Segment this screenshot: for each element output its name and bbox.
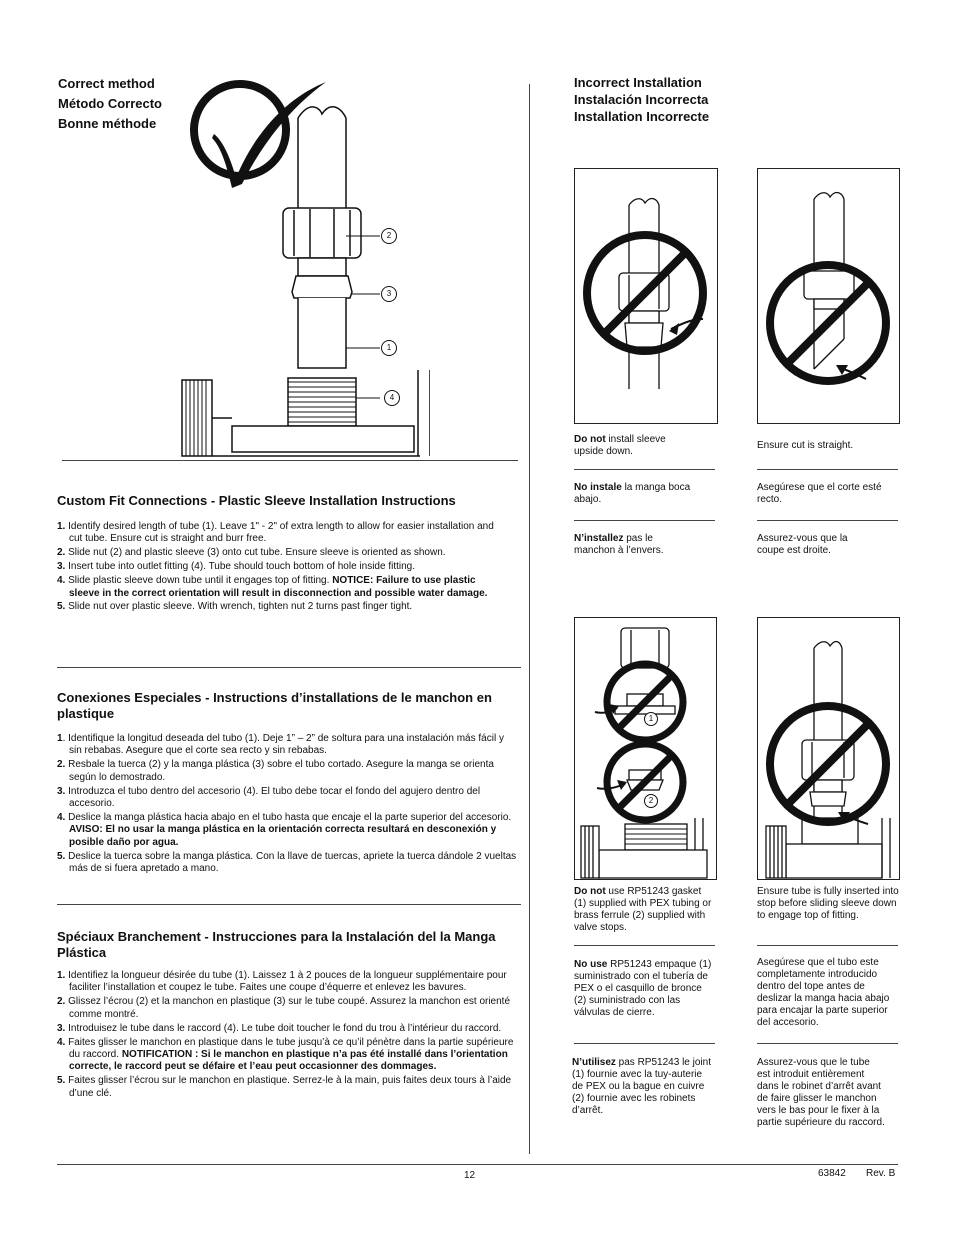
step-en-3 [57,561,497,573]
divider [757,469,898,470]
caption-bold: Do not [574,886,606,897]
caption-p4-es: Asegúrese que el tubo este completamente introducido dentro del tope antes de deslizar la manga hacia abajo para encajar la parte superior del accesorio. [757,957,890,1028]
divider [757,1043,898,1044]
step-text: Introduzca el tubo dentro del accesorio (4). El tubo debe tocar el fondo del agujero dentro del accesorio. [65,785,481,810]
step-text: Resbale la tuerca (2) y la manga plástica (3) sobre el tubo cortado. Asegure la manga se orienta según lo demostrado. [65,759,494,783]
step-es-4 [57,812,517,849]
step-text: Introduisez le tube dans le raccord (4). Le tube doit toucher le fond du trou à l’intérieur du raccord. [68,1022,502,1034]
caption-p3-es [574,959,714,1019]
steps-es [57,733,517,877]
footer-rule [57,1164,898,1165]
step-notice: NOTICE: Failure to use plastic sleeve in the correct orientation will result in disconnection and possible water damage. [69,575,488,599]
divider [57,904,521,905]
correct-title-es: Método Correcto [58,96,162,111]
step-text: Deslice la tuerca sobre la manga plástica. Con la llave de tuercas, apriete la tuerca dándole 2 vueltas más de si fuera apretado a mano. [65,850,517,875]
divider [757,520,898,521]
step-text: Deslice la manga plástica hacia abajo en el tubo hasta que encaje el la parte superior del accesorio. [65,811,512,823]
step-notice: AVISO: El no usar la manga plástica en la orientación correcta resultará en desconexión y posible daño por agua. [69,824,497,848]
divider [574,1043,715,1044]
step-num: 5. [57,601,66,613]
incorrect-title-en: Incorrect Installation [574,75,702,90]
step-fr-3 [57,1023,515,1035]
correct-method-titles [58,74,162,134]
step-num: 1. [57,521,66,532]
revision: Rev. B [866,1168,896,1179]
caption-text: pas RP51243 le joint (1) fournie avec la tuy-auterie de PEX ou la bague en cuivre (2) fournie avec les robinets d’arrêt. [572,1057,711,1116]
callout-fitting: 4 [384,390,400,406]
step-num: 4. [57,811,66,823]
step-text: Faites glisser l’écrou sur le manchon en plastique. Serrez-le à la main, puis faites deux tours à l’aide d’une clé. [68,1075,512,1099]
caption-bold: Do not [574,434,606,445]
step-text: Insert tube into outlet fitting (4). Tube should touch bottom of hole inside fitting. [68,561,415,573]
callout-tube: 1 [381,340,397,356]
step-num: 5. [57,850,66,862]
step-es-5 [57,851,517,876]
caption-bold: N’utilisez [572,1057,616,1068]
caption-text: la manga boca abajo. [574,482,691,505]
callout-gasket: 1 [644,712,658,726]
prohibited-insert-icon [758,618,899,879]
step-text: Identify desired length of tube (1). Leave 1" - 2" of extra length to allow for easier installation and cut tube. Ensure cut is straight and burr free. [68,521,494,545]
step-num: 2. [57,547,66,559]
step-num: 3. [57,561,66,573]
caption-p2-es: Asegúrese que el corte esté recto. [757,482,882,505]
divider [574,469,715,470]
correct-title-en: Correct method [58,76,155,91]
caption-text: RP51243 empaque (1) suministrado con el tubería de PEX o el casquillo de bronce (2) suministrado con las válvulas de cierre. [574,959,712,1018]
caption-text: install sleeve upside down. [574,434,666,457]
incorrect-title-fr: Installation Incorrecte [574,109,710,124]
caption-p3-en [574,886,716,934]
step-text: Slide nut (2) and plastic sleeve (3) onto cut tube. Ensure sleeve is oriented as shown. [68,547,446,559]
step-num: 4. [57,1036,66,1048]
step-num: 1 [57,733,63,744]
panel-sleeve-upside-down [574,168,718,424]
step-text: Slide nut over plastic sleeve. With wrench, tighten nut 2 turns past finger tight. [68,601,413,613]
doc-number: 63842 [818,1168,846,1179]
step-fr-2 [57,996,515,1021]
caption-text: use RP51243 gasket (1) supplied with PEX tubing or brass ferrule (2) supplied with valve stops. [574,886,712,933]
caption-p4-fr: Assurez-vous que le tube est introduit entièrement dans le robinet d’arrêt avant de faire glisser le manchon vers le bas pour le fixer à la partie supérieure du raccord. [757,1057,885,1128]
caption-p2-fr: Assurez-vous que la coupe est droite. [757,533,848,556]
section-title-fr: Spéciaux Branchement - Instrucciones para la Instalación del la Manga Plástica [57,929,496,960]
divider [574,945,715,946]
caption-p1-en [574,434,694,458]
check-mark-icon [194,82,326,188]
caption-p1-es [574,482,694,506]
panel-gasket-ferrule [574,617,717,880]
step-en-5 [57,601,497,613]
step-notice: NOTIFICATION : Si le manchon en plastique n’a pas été installé dans l’orientation correcte, le raccord peut se défaire et l’eau peut occasionner des dommages. [69,1048,508,1073]
step-text: Slide plastic sleeve down tube until it engages top of fitting. [68,575,333,587]
step-num: 5. [57,1075,66,1087]
step-fr-5 [57,1075,515,1100]
section-title-en: Custom Fit Connections - Plastic Sleeve Installation Instructions [57,493,456,508]
step-fr-1 [57,970,515,995]
step-fr-4 [57,1037,515,1074]
step-num: 2. [57,759,66,771]
step-num: 3. [57,785,66,797]
prohibited-gasket-icon [575,618,716,879]
caption-p1-fr [574,533,694,557]
step-es-2 [57,759,517,784]
caption-bold: No instale [574,482,622,493]
caption-p3-fr [572,1057,714,1117]
panel-straight-cut [757,168,900,424]
section-title-es: Conexiones Especiales - Instructions d’installations de le manchon en plastique [57,690,492,721]
step-num: 3. [57,1022,66,1034]
correct-title-fr: Bonne méthode [58,116,157,131]
panel-fully-inserted [757,617,900,880]
caption-bold: N’installez [574,533,624,544]
step-es-1 [57,733,517,758]
step-text: . Identifique la longitud deseada del tubo (1). Deje 1” – 2” de soltura para una instalación más fácil y sin rebabas. Asegure que el corte sea recto y sin rebabas. [62,733,504,757]
step-es-3 [57,786,517,811]
divider [57,667,521,668]
prohibited-sleeve-icon [575,169,717,423]
caption-p2-en: Ensure cut is straight. [757,440,854,451]
divider [62,460,518,461]
steps-en [57,521,497,615]
caption-bold: No use [574,959,608,970]
callout-ferrule: 2 [644,794,658,808]
page-number: 12 [464,1170,476,1181]
step-en-1 [57,521,497,546]
step-en-2 [57,547,497,559]
step-en-4 [57,575,497,600]
divider [574,520,715,521]
step-num: 1. [57,970,66,981]
step-text: Faites glisser le manchon en plastique dans le tube jusqu’à ce qu’il pénètre dans la partie supérieure du raccord. [68,1036,514,1060]
divider [757,945,898,946]
step-num: 4. [57,575,66,587]
caption-text: pas le manchon à l’envers. [574,533,664,556]
step-num: 2. [57,996,66,1008]
step-text: Glissez l’écrou (2) et la manchon en plastique (3) sur le tube coupé. Assurez la manchon est orienté comme montré. [68,996,511,1020]
callout-sleeve: 3 [381,286,397,302]
column-divider [529,84,530,1154]
steps-fr [57,970,515,1102]
caption-p4-en: Ensure tube is fully inserted into stop before sliding sleeve down to engage top of fitting. [757,886,899,921]
callout-nut: 2 [381,228,397,244]
step-text: Identifiez la longueur désirée du tube (1). Laissez 1 à 2 pouces de la longueur supplémentaire pour faciliter l’installation et coupez le tube. Faites une coupe d’équerre et enlevez les bavures. [68,970,507,994]
prohibited-cut-icon [758,169,899,423]
incorrect-title-es: Instalación Incorrecta [574,92,709,107]
incorrect-titles [574,74,709,125]
